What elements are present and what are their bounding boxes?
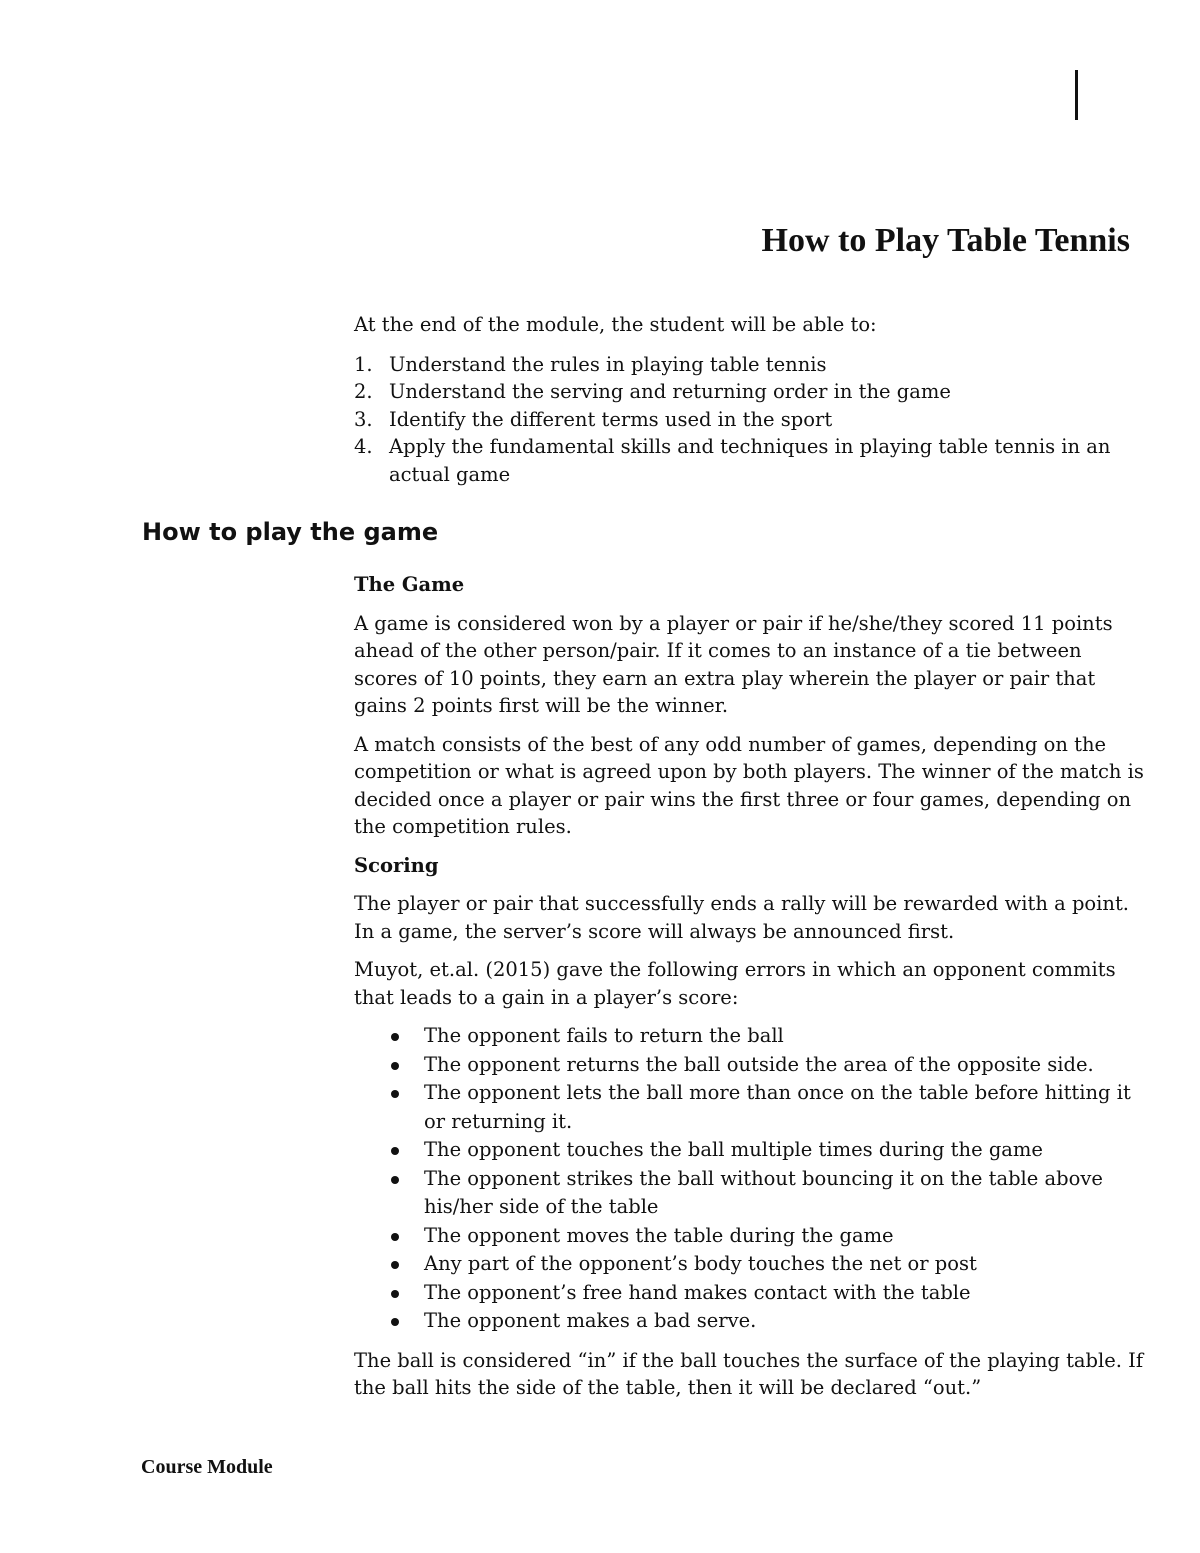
objective-item [354,433,1144,488]
bullet-icon [391,1290,399,1298]
error-item [354,1250,1144,1279]
error-text: The opponent strikes the ball without bouncing it on the table above his/her side of the table [424,1166,1103,1218]
objective-item [354,351,1144,379]
objective-text: Apply the fundamental skills and techniques in playing table tennis in an actual game [389,435,1111,486]
objectives-list [354,351,1144,489]
objective-number: 3. [354,407,373,431]
scoring-paragraph: The player or pair that successfully ends a rally will be rewarded with a point. In a game, the server’s score will always be announced first. [354,892,1130,943]
error-text: The opponent returns the ball outside the area of the opposite side. [424,1052,1094,1076]
rules-section [354,571,1144,1413]
scoring-heading: Scoring [354,853,439,877]
error-item [354,1165,1144,1222]
error-item [354,1279,1144,1308]
objectives-intro: At the end of the module, the student will be able to: [354,313,877,336]
errors-intro: Muyot, et.al. (2015) gave the following errors in which an opponent commits that leads to a gain in a player’s score: [354,958,1116,1009]
section-heading: How to play the game [142,518,439,546]
bullet-icon [391,1033,399,1041]
bullet-icon [391,1261,399,1269]
objective-number: 2. [354,380,373,403]
error-text: The opponent moves the table during the game [424,1223,894,1247]
error-item [354,1022,1144,1051]
match-paragraph: A match consists of the best of any odd number of games, depending on the competition or what is agreed upon by both players. The winner of the match is decided once a player or pair wins the first three or four games, depending on the competition rules. [354,732,1144,838]
page-footer: Course Module [141,1456,273,1478]
error-item [354,1079,1144,1136]
error-text: The opponent lets the ball more than once on the table before hitting it or returning it. [424,1081,1131,1133]
bullet-icon [391,1090,399,1098]
document-title: How to Play Table Tennis [761,222,1130,259]
error-text: The opponent’s free hand makes contact with the table [424,1280,971,1304]
error-item [354,1307,1144,1336]
objective-number: 4. [354,435,373,458]
bullet-icon [391,1318,399,1326]
in-out-paragraph: The ball is considered “in” if the ball touches the surface of the playing table. If the ball hits the side of the table, then it will be declared “out.” [354,1348,1144,1399]
objective-text: Understand the serving and returning order in the game [389,380,951,403]
error-item [354,1136,1144,1165]
bullet-icon [391,1062,399,1070]
objective-item [354,378,1144,406]
objectives-section [354,311,1144,488]
bullet-icon [391,1233,399,1241]
game-paragraph: A game is considered won by a player or pair if he/she/they scored 11 points ahead of the other person/pair. If it comes to an instance of a tie between scores of 10 points, they earn an extra play wherein the player or pair that gains 2 points first will be the winner. [354,611,1113,717]
bullet-icon [391,1176,399,1184]
objective-text: Understand the rules in playing table tennis [389,352,827,376]
errors-list [354,1022,1144,1336]
error-text: The opponent makes a bad serve. [424,1309,757,1332]
page-margin-mark [1075,70,1078,120]
game-heading: The Game [354,573,465,596]
objective-number: 1. [354,352,373,376]
error-text: The opponent fails to return the ball [424,1024,784,1047]
error-item [354,1051,1144,1080]
error-item [354,1222,1144,1251]
bullet-icon [391,1147,399,1155]
objective-item [354,406,1144,434]
error-text: Any part of the opponent’s body touches the net or post [424,1252,977,1275]
objective-text: Identify the different terms used in the sport [389,407,833,431]
error-text: The opponent touches the ball multiple times during the game [424,1138,1043,1161]
